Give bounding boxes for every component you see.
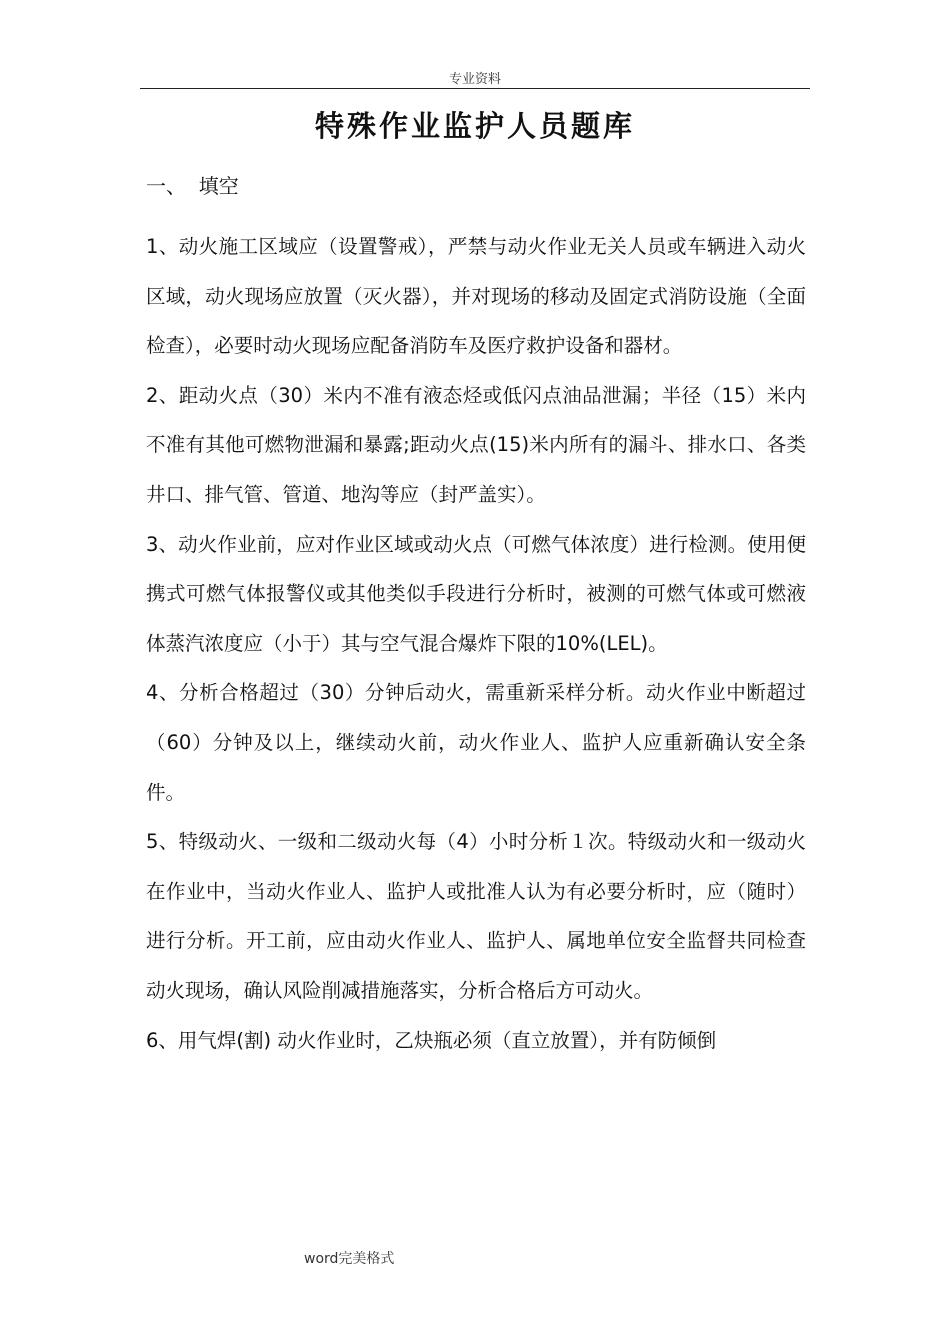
paragraph-5: 5、特级动火、一级和二级动火每（4）小时分析１次。特级动火和一级动火在作业中，当动火作业人、监护人或批准人认为有必要分析时，应（随时）进行分析。开工前，应由动火作业人、监护人、属地单位安全监督共同检查动火现场，确认风险削减措施落实，分析合格后方可动火。 bbox=[146, 830, 806, 1002]
document-body bbox=[146, 222, 806, 1065]
paragraph-2: 2、距动火点（30）米内不准有液态烃或低闪点油品泄漏；半径（15）米内不准有其他可燃物泄漏和暴露;距动火点(15)米内所有的漏斗、排水口、各类井口、排气管、管道、地沟等应（封严盖实）。 bbox=[146, 383, 806, 506]
section-heading: 一、 填空 bbox=[146, 174, 239, 198]
page-footer: word完美格式 bbox=[304, 1251, 395, 1267]
document-title: 特殊作业监护人员题库 bbox=[314, 109, 635, 143]
page-header: 专业资料 bbox=[448, 72, 501, 87]
paragraph-1: 1、动火施工区域应（设置警戒），严禁与动火作业无关人员或车辆进入动火区域，动火现场应放置（灭火器），并对现场的移动及固定式消防设施（全面检查），必要时动火现场应配备消防车及医疗救护设备和器材。 bbox=[146, 235, 806, 358]
paragraph-3: 3、动火作业前，应对作业区域或动火点（可燃气体浓度）进行检测。使用便携式可燃气体报警仪或其他类似手段进行分析时，被测的可燃气体或可燃液体蒸汽浓度应（小于）其与空气混合爆炸下限的10%(LEL)。 bbox=[146, 532, 806, 655]
paragraph-6: 6、用气焊(割) 动火作业时，乙炔瓶必须（直立放置），并有防倾倒 bbox=[146, 1028, 717, 1052]
paragraph-4: 4、分析合格超过（30）分钟后动火，需重新采样分析。动火作业中断超过（60）分钟及以上，继续动火前，动火作业人、监护人应重新确认安全条件。 bbox=[146, 681, 806, 804]
header-divider bbox=[140, 88, 810, 89]
